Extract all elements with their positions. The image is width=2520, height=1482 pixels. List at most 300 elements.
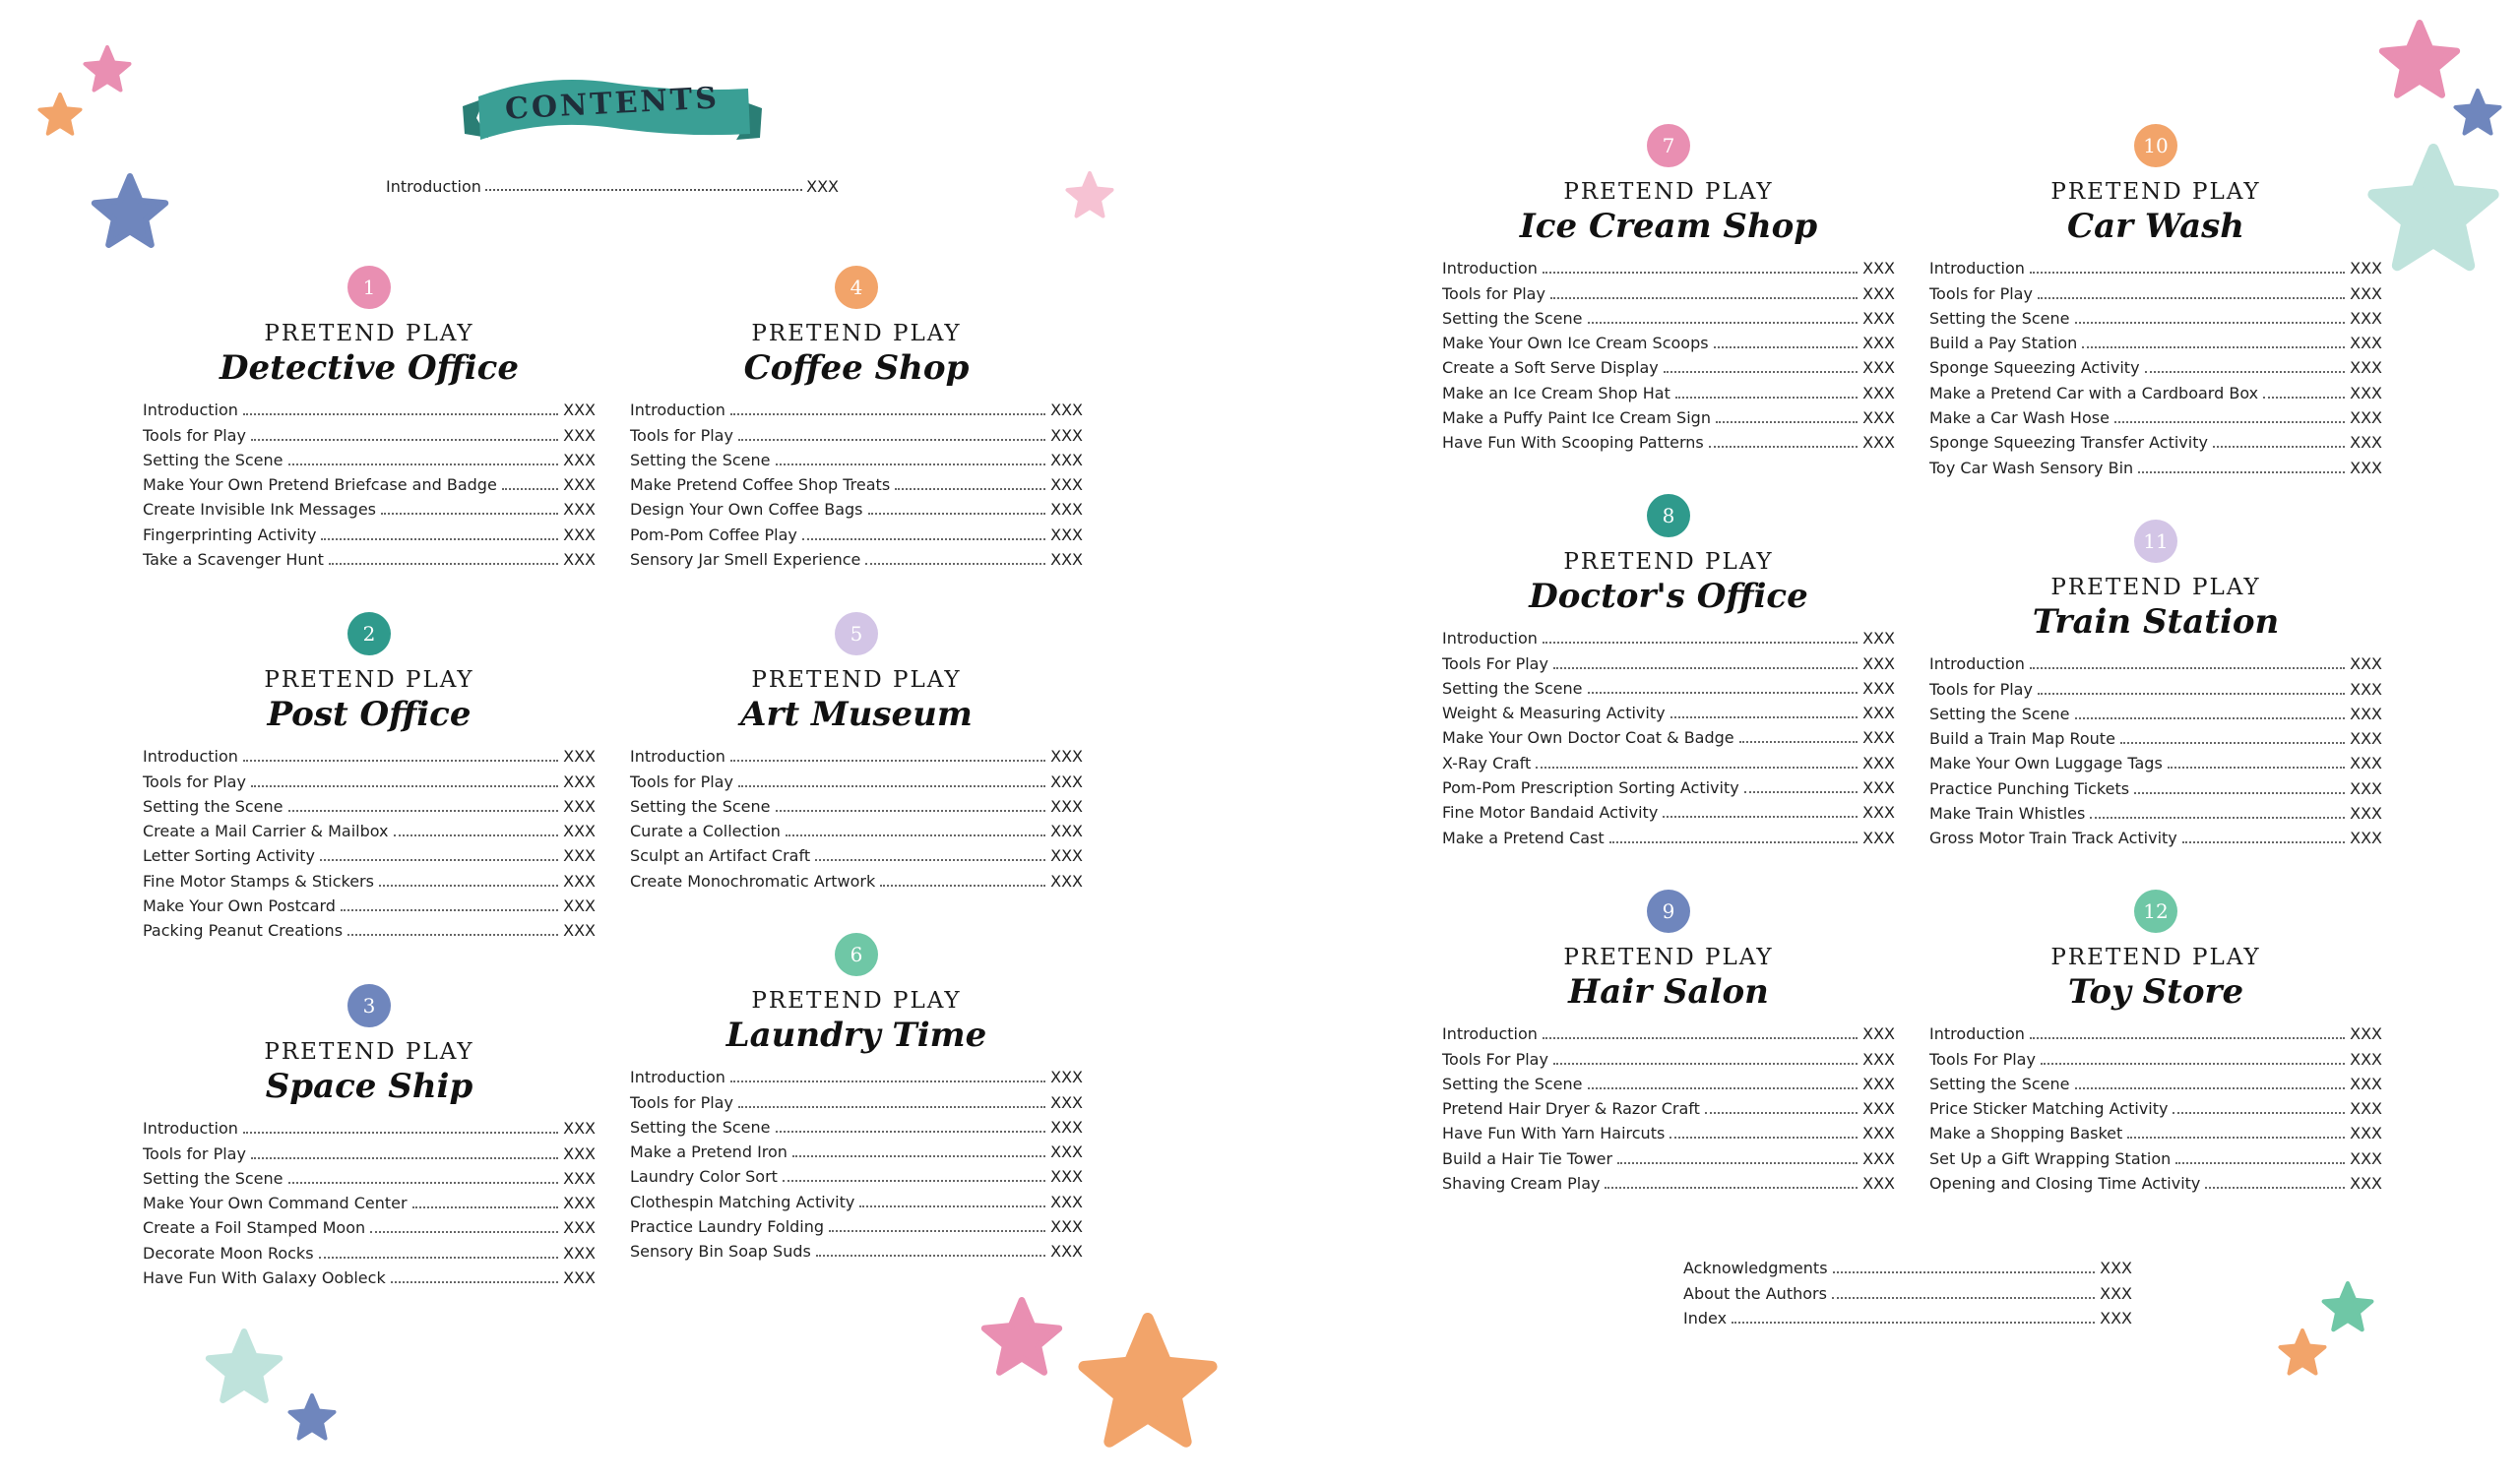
toc-entry[interactable] (1442, 331, 1895, 355)
chapter-entries (1929, 651, 2382, 850)
chapter-11 (1929, 520, 2382, 850)
toc-entry[interactable] (630, 769, 1083, 793)
toc-entry[interactable] (143, 868, 596, 893)
entry-page: XXX (1862, 778, 1895, 798)
leader-dots (321, 538, 558, 540)
toc-entry[interactable] (143, 819, 596, 843)
entry-page: XXX (2350, 283, 2382, 303)
entry-label: Sensory Bin Soap Suds (630, 1242, 811, 1262)
leader-dots (2075, 717, 2346, 719)
entry-label: Setting the Scene (1929, 704, 2070, 723)
chapter-title: Doctor's Office (1529, 577, 1808, 616)
entry-page: XXX (563, 450, 596, 469)
toc-entry[interactable] (1929, 1121, 2382, 1145)
toc-entry[interactable] (1929, 1145, 2382, 1170)
entry-page: XXX (1862, 1124, 1895, 1143)
leader-dots (2114, 421, 2345, 423)
leader-dots (776, 463, 1046, 465)
leader-dots (1714, 346, 1858, 348)
toc-entry[interactable] (1929, 726, 2382, 751)
entry-label: Sculpt an Artifact Craft (630, 846, 811, 866)
toc-entry[interactable] (630, 1140, 1083, 1164)
entry-page: XXX (2100, 1283, 2132, 1303)
toc-entry[interactable] (1442, 1171, 1895, 1196)
entry-label: Setting the Scene (630, 1117, 771, 1137)
toc-entry[interactable] (143, 472, 596, 497)
leader-dots (2205, 1187, 2345, 1189)
entry-label: Introduction (1442, 259, 1538, 278)
leader-dots (2030, 1037, 2345, 1039)
toc-entry[interactable] (1929, 355, 2382, 380)
toc-entry[interactable] (630, 547, 1083, 572)
toc-entry[interactable] (1442, 355, 1895, 380)
toc-entry[interactable] (1929, 455, 2382, 479)
toc-entry[interactable] (143, 1266, 596, 1290)
entry-page: XXX (2350, 654, 2382, 674)
chapter-number-badge: 1 (347, 266, 391, 309)
leader-dots (815, 859, 1045, 861)
toc-entry[interactable] (630, 744, 1083, 769)
leader-dots (2090, 817, 2345, 819)
entry-label: Practice Punching Tickets (1929, 778, 2130, 798)
entry-label: Build a Pay Station (1929, 334, 2078, 353)
toc-entry[interactable] (1929, 826, 2382, 850)
entry-page: XXX (1050, 500, 1083, 520)
entry-page: XXX (1862, 753, 1895, 772)
toc-entry[interactable] (1442, 280, 1895, 305)
entry-page: XXX (2350, 679, 2382, 699)
entry-label: Opening and Closing Time Activity (1929, 1174, 2201, 1194)
chapter-number-badge: 10 (2134, 124, 2177, 167)
entry-page: XXX (1050, 1092, 1083, 1112)
chapter-kicker: PRETEND PLAY (1563, 945, 1774, 970)
entry-label: Make a Pretend Iron (630, 1142, 788, 1162)
toc-entry[interactable] (1442, 1096, 1895, 1121)
chapter-2 (143, 612, 596, 943)
toc-entry[interactable] (630, 794, 1083, 819)
toc-entry[interactable] (1929, 256, 2382, 280)
entry-page: XXX (2350, 358, 2382, 378)
star-icon (2378, 20, 2461, 102)
toc-entry[interactable] (1929, 1096, 2382, 1121)
entry-label: Make Your Own Command Center (143, 1194, 408, 1213)
entry-label: About the Authors (1683, 1283, 1827, 1303)
entry-label: Design Your Own Coffee Bags (630, 500, 863, 520)
star-icon (91, 173, 169, 252)
toc-entry[interactable] (1929, 306, 2382, 331)
leader-dots (502, 488, 558, 490)
chapter-entries (1929, 1021, 2382, 1196)
star-icon (1077, 1313, 1219, 1454)
entry-page: XXX (1862, 1099, 1895, 1119)
entry-label: Pom-Pom Coffee Play (630, 525, 797, 544)
chapter-number-badge: 3 (347, 984, 391, 1027)
toc-entry[interactable] (630, 1115, 1083, 1140)
entry-page: XXX (2350, 259, 2382, 278)
entry-page: XXX (1050, 846, 1083, 866)
entry-label: Have Fun With Yarn Haircuts (1442, 1124, 1666, 1143)
intro-label: Introduction (386, 177, 481, 196)
chapter-number-badge: 2 (347, 612, 391, 655)
back-matter-entry[interactable] (1683, 1280, 2132, 1305)
entry-label: Setting the Scene (1442, 678, 1583, 698)
leader-dots (243, 413, 558, 415)
toc-entry[interactable] (630, 819, 1083, 843)
entry-label: Setting the Scene (1929, 1074, 2070, 1093)
toc-entry[interactable] (143, 522, 596, 546)
entry-page: XXX (563, 871, 596, 891)
chapter-title: Coffee Shop (743, 348, 970, 388)
leader-dots (1739, 741, 1858, 743)
entry-label: Tools for Play (143, 1143, 246, 1163)
toc-entry[interactable] (1929, 651, 2382, 676)
toc-entry[interactable] (1929, 1046, 2382, 1071)
toc-entry[interactable] (630, 497, 1083, 522)
leader-dots (2082, 346, 2345, 348)
leader-dots (2134, 792, 2345, 794)
entry-page: XXX (563, 846, 596, 866)
toc-entry[interactable] (143, 1141, 596, 1165)
entry-page: XXX (1862, 1024, 1895, 1044)
entry-page: XXX (563, 1218, 596, 1238)
entry-label: Tools For Play (1442, 1049, 1548, 1069)
leader-dots (792, 1155, 1045, 1157)
back-matter (1683, 1256, 2132, 1330)
entry-label: Make an Ice Cream Shop Hat (1442, 383, 1670, 402)
entry-page: XXX (2350, 308, 2382, 328)
toc-entry[interactable] (630, 1189, 1083, 1213)
toc-entry[interactable] (1442, 306, 1895, 331)
entry-label: Make Pretend Coffee Shop Treats (630, 475, 891, 495)
entry-page: XXX (1050, 822, 1083, 841)
entry-label: Introduction (1442, 1024, 1538, 1044)
entry-page: XXX (2350, 383, 2382, 402)
toc-entry[interactable] (1929, 331, 2382, 355)
toc-entry[interactable] (1442, 825, 1895, 849)
toc-entry[interactable] (1442, 430, 1895, 455)
toc-entry[interactable] (143, 1215, 596, 1240)
leader-dots (2030, 667, 2345, 669)
entry-page: XXX (1050, 425, 1083, 445)
entry-page: XXX (1050, 450, 1083, 469)
chapter-number-badge: 8 (1647, 494, 1690, 537)
chapter-4 (630, 266, 1083, 572)
entry-label: Letter Sorting Activity (143, 846, 315, 866)
entry-page: XXX (1050, 1068, 1083, 1087)
toc-entry[interactable] (1929, 801, 2382, 826)
leader-dots (1664, 371, 1858, 373)
entry-label: Make a Pretend Car with a Cardboard Box (1929, 383, 2259, 402)
toc-entry[interactable] (1442, 1121, 1895, 1145)
leader-dots (1744, 791, 1858, 793)
toc-entry[interactable] (1929, 380, 2382, 404)
leader-dots (2075, 322, 2346, 324)
toc-entry[interactable] (143, 769, 596, 793)
star-icon (1065, 171, 1114, 220)
entry-page: XXX (1862, 1074, 1895, 1093)
toc-entry[interactable] (1442, 626, 1895, 650)
toc-entry[interactable] (630, 1065, 1083, 1089)
entry-page: XXX (2350, 1099, 2382, 1119)
toc-entry[interactable] (1442, 701, 1895, 725)
leader-dots (730, 760, 1045, 762)
toc-entry[interactable] (1929, 676, 2382, 701)
chapter-number-badge: 7 (1647, 124, 1690, 167)
leader-dots (2038, 693, 2345, 695)
chapter-title: Hair Salon (1568, 972, 1769, 1012)
entry-label: Acknowledgments (1683, 1259, 1828, 1278)
leader-dots (829, 1230, 1045, 1232)
entry-page: XXX (1862, 308, 1895, 328)
entry-page: XXX (563, 822, 596, 841)
entry-page: XXX (2350, 829, 2382, 848)
chapter-entries (630, 398, 1083, 572)
entry-label: Introduction (630, 747, 725, 767)
entry-label: Shaving Cream Play (1442, 1174, 1601, 1194)
toc-entry[interactable] (1442, 405, 1895, 430)
toc-entry[interactable] (143, 1191, 596, 1215)
chapter-9 (1442, 890, 1895, 1196)
entry-page: XXX (563, 896, 596, 916)
toc-entry[interactable] (143, 1166, 596, 1191)
toc-entry[interactable] (630, 422, 1083, 447)
toc-entry[interactable] (143, 918, 596, 943)
toc-entry[interactable] (1442, 1145, 1895, 1170)
leader-dots (1553, 1063, 1858, 1065)
entry-label: Create a Mail Carrier & Mailbox (143, 822, 389, 841)
leader-dots (1709, 446, 1858, 448)
entry-page: XXX (1862, 433, 1895, 453)
entry-label: Build a Hair Tie Tower (1442, 1148, 1613, 1168)
toc-entry[interactable] (1442, 800, 1895, 825)
entry-label: Introduction (143, 1119, 238, 1139)
entry-label: Introduction (630, 401, 725, 420)
entry-page: XXX (1862, 803, 1895, 823)
entry-page: XXX (1862, 358, 1895, 378)
leader-dots (2127, 1137, 2345, 1139)
entry-page: XXX (563, 1119, 596, 1139)
toc-entry[interactable] (143, 422, 596, 447)
leader-dots (288, 1182, 559, 1184)
toc-entry[interactable] (143, 1240, 596, 1265)
toc-entry[interactable] (1442, 725, 1895, 750)
toc-entry[interactable] (1929, 1021, 2382, 1046)
leader-dots (288, 810, 559, 812)
toc-entry[interactable] (630, 448, 1083, 472)
entry-page: XXX (1050, 1192, 1083, 1211)
leader-dots (2173, 1112, 2345, 1114)
entry-label: Laundry Color Sort (630, 1167, 778, 1187)
toc-entry[interactable] (630, 1214, 1083, 1239)
leader-dots (1609, 841, 1858, 843)
toc-entry[interactable] (1929, 405, 2382, 430)
leader-dots (243, 1132, 558, 1134)
toc-entry[interactable] (143, 1116, 596, 1141)
toc-entry[interactable] (630, 522, 1083, 546)
entry-page: XXX (563, 401, 596, 420)
toc-entry[interactable] (630, 1164, 1083, 1189)
toc-entry[interactable] (1442, 1046, 1895, 1071)
toc-entry[interactable] (630, 868, 1083, 893)
leader-dots (1670, 716, 1858, 718)
entry-label: Price Sticker Matching Activity (1929, 1099, 2169, 1119)
toc-entry[interactable] (143, 448, 596, 472)
back-matter-entry[interactable] (1683, 1306, 2132, 1330)
entry-page: XXX (1862, 334, 1895, 353)
toc-entry[interactable] (630, 472, 1083, 497)
entry-label: Introduction (1442, 629, 1538, 648)
toc-entry[interactable] (143, 398, 596, 422)
entry-label: Tools For Play (1442, 653, 1548, 673)
chapter-kicker: PRETEND PLAY (2050, 945, 2261, 970)
chapter-1 (143, 266, 596, 572)
leader-dots (2038, 297, 2345, 299)
toc-entry[interactable] (143, 794, 596, 819)
toc-entry[interactable] (1929, 775, 2382, 800)
entry-page: XXX (1862, 704, 1895, 723)
chapter-entries (630, 744, 1083, 894)
entry-label: Set Up a Gift Wrapping Station (1929, 1148, 2172, 1168)
entry-page: XXX (1050, 475, 1083, 495)
toc-entry[interactable] (1442, 775, 1895, 800)
leader-dots (1543, 1037, 1858, 1039)
entry-label: Tools For Play (1929, 1049, 2036, 1069)
chapter-number-badge: 9 (1647, 890, 1690, 933)
leader-dots (1732, 1322, 2095, 1324)
entry-label: Tools for Play (143, 772, 246, 791)
leader-dots (329, 563, 558, 565)
toc-entry[interactable] (1929, 280, 2382, 305)
entry-page: XXX (563, 796, 596, 816)
entry-label: Introduction (143, 401, 238, 420)
entry-page: XXX (1050, 871, 1083, 891)
leader-dots (1543, 272, 1858, 274)
toc-entry[interactable] (630, 1089, 1083, 1114)
entry-label: Build a Train Map Route (1929, 729, 2115, 749)
entry-label: Introduction (1929, 654, 2025, 674)
entry-page: XXX (1050, 550, 1083, 570)
entry-label: Toy Car Wash Sensory Bin (1929, 458, 2134, 477)
entry-page: XXX (2350, 1174, 2382, 1194)
entry-label: Introduction (1929, 1024, 2025, 1044)
toc-entry[interactable] (1442, 750, 1895, 774)
toc-entry[interactable] (1929, 430, 2382, 455)
entry-label: Index (1683, 1308, 1728, 1328)
chapter-number-badge: 11 (2134, 520, 2177, 563)
chapter-title: Post Office (267, 695, 472, 734)
entry-label: Take a Scavenger Hunt (143, 550, 324, 570)
entry-label: Tools for Play (630, 1092, 733, 1112)
entry-page: XXX (1862, 629, 1895, 648)
entry-page: XXX (2350, 1024, 2382, 1044)
toc-entry[interactable] (1442, 1072, 1895, 1096)
leader-dots (2175, 1162, 2345, 1164)
entry-label: Curate a Collection (630, 822, 781, 841)
entry-page: XXX (2350, 778, 2382, 798)
leader-dots (1663, 816, 1858, 818)
leader-dots (776, 1131, 1046, 1133)
entry-label: Setting the Scene (1442, 308, 1583, 328)
leader-dots (251, 439, 558, 441)
toc-entry[interactable] (143, 894, 596, 918)
toc-entry[interactable] (143, 547, 596, 572)
entry-page: XXX (2350, 433, 2382, 453)
entry-page: XXX (1862, 383, 1895, 402)
star-icon (205, 1328, 284, 1407)
intro-page: XXX (806, 177, 839, 196)
entry-page: XXX (2350, 1049, 2382, 1069)
toc-entry[interactable] (1442, 650, 1895, 675)
chapter-title: Toy Store (2067, 972, 2244, 1012)
entry-page: XXX (563, 747, 596, 767)
leader-dots (2168, 767, 2345, 769)
toc-entry[interactable] (1929, 702, 2382, 726)
entry-label: Have Fun With Scooping Patterns (1442, 433, 1704, 453)
entry-page: XXX (2100, 1259, 2132, 1278)
leader-dots (1605, 1187, 1858, 1189)
toc-entry[interactable] (1442, 1021, 1895, 1046)
star-icon (2278, 1328, 2327, 1378)
toc-entry[interactable] (630, 843, 1083, 868)
entry-page: XXX (2350, 334, 2382, 353)
leader-dots (1833, 1271, 2096, 1273)
toc-entry[interactable] (1442, 380, 1895, 404)
entry-page: XXX (2350, 804, 2382, 824)
toc-entry[interactable] (143, 744, 596, 769)
toc-entry[interactable] (630, 1239, 1083, 1264)
chapter-title: Car Wash (2067, 207, 2244, 246)
entry-label: Pom-Pom Prescription Sorting Activity (1442, 778, 1739, 798)
toc-entry[interactable] (1929, 1072, 2382, 1096)
toc-entry[interactable] (1929, 1171, 2382, 1196)
entry-label: Setting the Scene (630, 796, 771, 816)
chapter-kicker: PRETEND PLAY (2050, 575, 2261, 600)
leader-dots (251, 1157, 558, 1159)
leader-dots (2145, 371, 2346, 373)
leader-dots (341, 909, 558, 911)
leader-dots (865, 563, 1045, 565)
entry-page: XXX (2350, 458, 2382, 477)
chapter-kicker: PRETEND PLAY (751, 988, 962, 1014)
toc-entry[interactable] (143, 843, 596, 868)
toc-entry[interactable] (1442, 256, 1895, 280)
entry-page: XXX (1862, 1049, 1895, 1069)
toc-entry[interactable] (630, 398, 1083, 422)
intro-entry[interactable] (386, 177, 839, 196)
back-matter-entry[interactable] (1683, 1256, 2132, 1280)
leader-dots (802, 538, 1045, 540)
toc-entry[interactable] (1929, 751, 2382, 775)
toc-entry[interactable] (1442, 676, 1895, 701)
entry-page: XXX (1862, 408, 1895, 428)
leader-dots (738, 785, 1045, 787)
star-icon (37, 93, 83, 138)
chapter-number-badge: 12 (2134, 890, 2177, 933)
entry-page: XXX (2350, 1074, 2382, 1093)
leader-dots (786, 834, 1045, 836)
star-icon (287, 1393, 337, 1443)
chapter-3 (143, 984, 596, 1290)
toc-entry[interactable] (143, 497, 596, 522)
entry-page: XXX (563, 921, 596, 941)
entry-label: Sensory Jar Smell Experience (630, 550, 861, 570)
entry-label: Sponge Squeezing Transfer Activity (1929, 433, 2208, 453)
leader-dots (251, 785, 558, 787)
entry-label: Decorate Moon Rocks (143, 1243, 314, 1263)
chapter-12 (1929, 890, 2382, 1196)
entry-page: XXX (2350, 754, 2382, 773)
leader-dots (381, 513, 558, 515)
